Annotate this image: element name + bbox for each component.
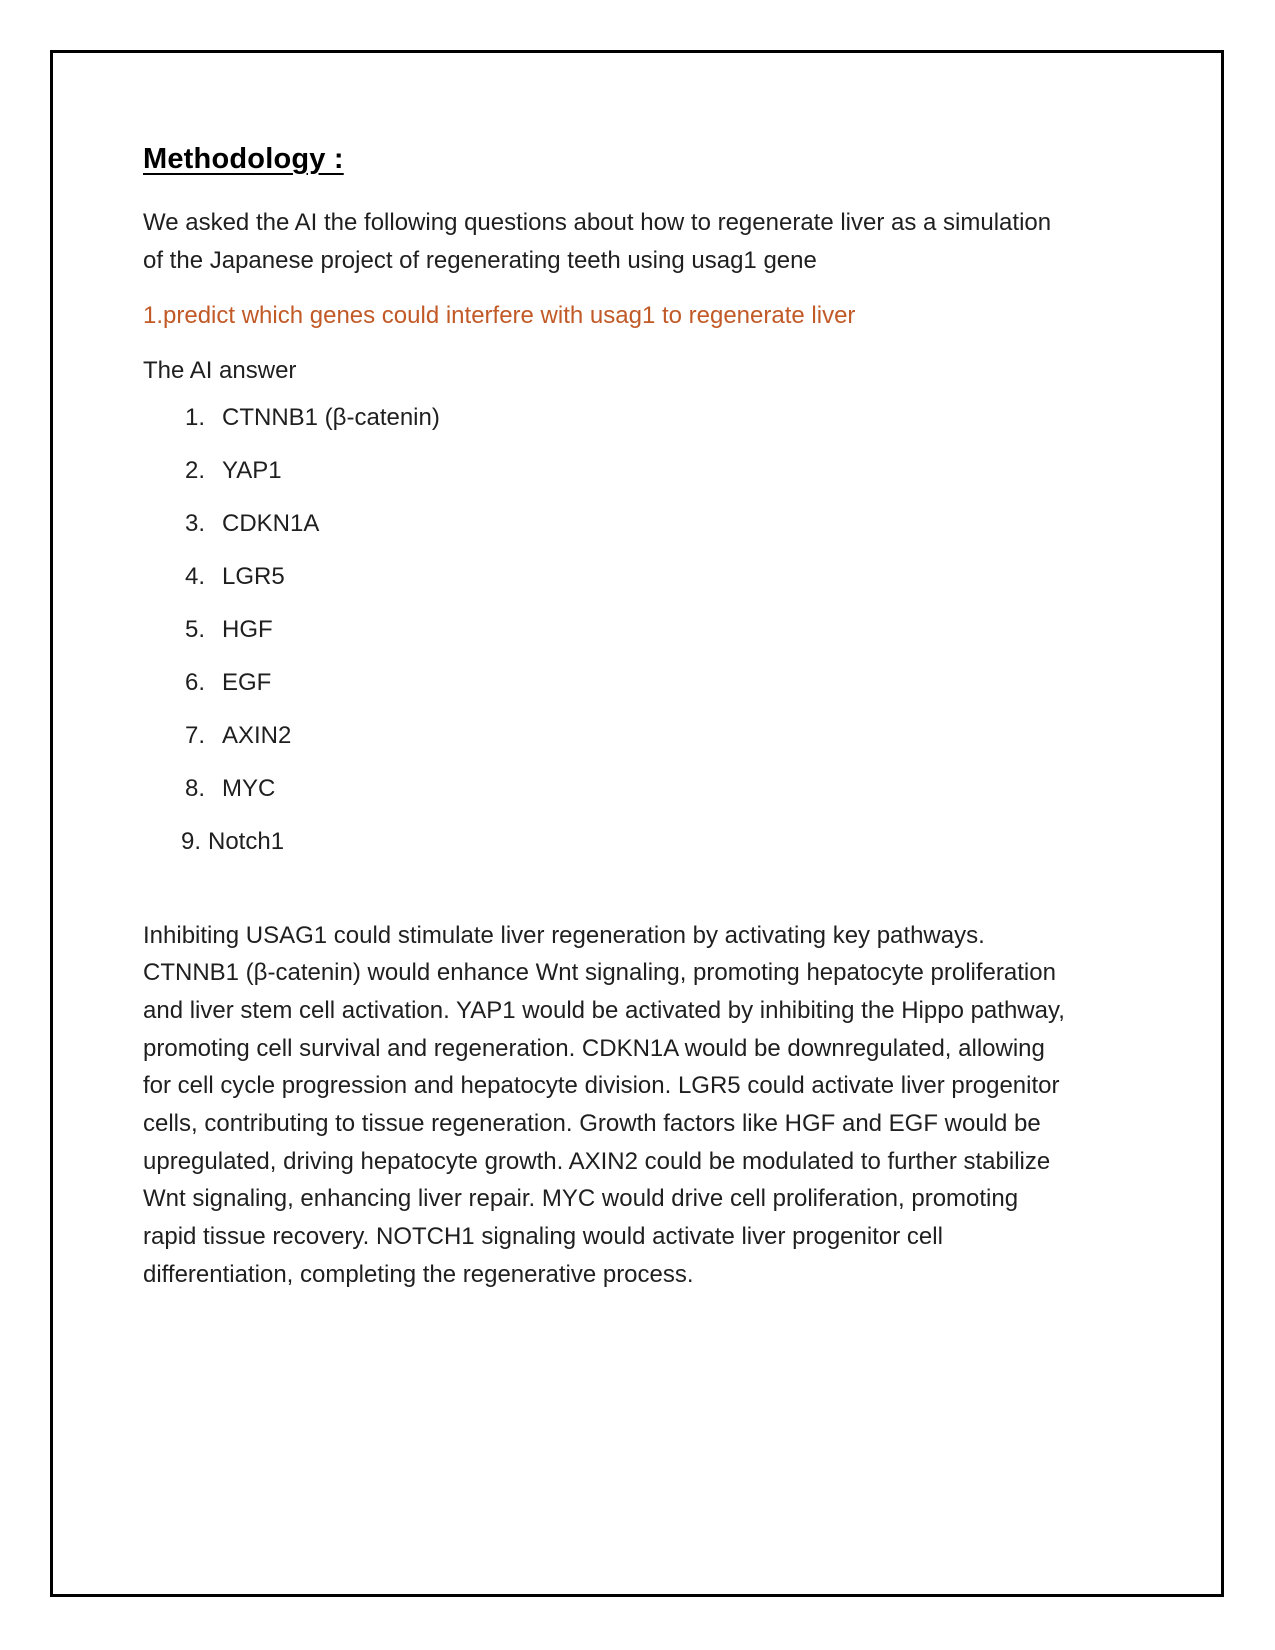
gene-list-item [143, 558, 1068, 596]
list-item-label: YAP1 [222, 457, 282, 484]
list-item-label: EGF [222, 669, 272, 696]
list-item-number: 6. [185, 669, 206, 696]
list-item-label: CDKN1A [222, 510, 320, 537]
list-item-number: 4. [185, 563, 206, 590]
section-heading: Methodology : [143, 143, 344, 175]
list-item-number: 9. [181, 828, 202, 855]
gene-list-item [143, 611, 1068, 649]
gene-list [143, 399, 1068, 861]
list-item-label: MYC [222, 775, 276, 802]
list-item-number: 2. [185, 457, 206, 484]
gene-list-item [143, 399, 1068, 437]
gene-list-item [143, 717, 1068, 755]
conclusion-paragraph: Inhibiting USAG1 could stimulate liver regeneration by activating key pathways. CTNNB1 (β-catenin) would enhance Wnt signaling, promoting hepatocyte proliferation and liver stem cell activation. YAP1 would be activated by inhibiting the Hippo pathway, promoting cell survival and regeneration. CDKN1A would be downregulated, allowing for cell cycle progression and hepatocyte division. LGR5 could activate liver progenitor cells, contributing to tissue regeneration. Growth factors like HGF and EGF would be upregulated, driving hepatocyte growth. AXIN2 could be modulated to further stabilize Wnt signaling, enhancing liver repair. MYC would drive cell proliferation, promoting rapid tissue recovery. NOTCH1 signaling would activate liver progenitor cell differentiation, completing the regenerative process. [143, 921, 1065, 1288]
page-border [50, 50, 1224, 1597]
list-item-number: 1. [185, 404, 206, 431]
intro-paragraph: We asked the AI the following questions about how to regenerate liver as a simulation of the Japanese project of regenerating teeth using usag1 gene [143, 209, 1052, 274]
list-item-label: LGR5 [222, 563, 285, 590]
list-item-label: Notch1 [208, 828, 285, 855]
gene-list-item [143, 505, 1068, 543]
list-item-label: CTNNB1 (β-catenin) [222, 404, 440, 431]
list-item-label: HGF [222, 616, 273, 643]
list-item-number: 3. [185, 510, 206, 537]
question-line: 1.predict which genes could interfere with usag1 to regenerate liver [143, 302, 856, 329]
list-item-number: 5. [185, 616, 206, 643]
gene-list-item [143, 664, 1068, 702]
list-item-number: 8. [185, 775, 206, 802]
document-content [143, 141, 1068, 1294]
list-item-label: AXIN2 [222, 722, 292, 749]
list-item-number: 7. [185, 722, 206, 749]
answer-intro-line: The AI answer [143, 356, 297, 384]
gene-list-item [143, 452, 1068, 490]
gene-list-item [143, 823, 1068, 861]
gene-list-item [143, 770, 1068, 808]
